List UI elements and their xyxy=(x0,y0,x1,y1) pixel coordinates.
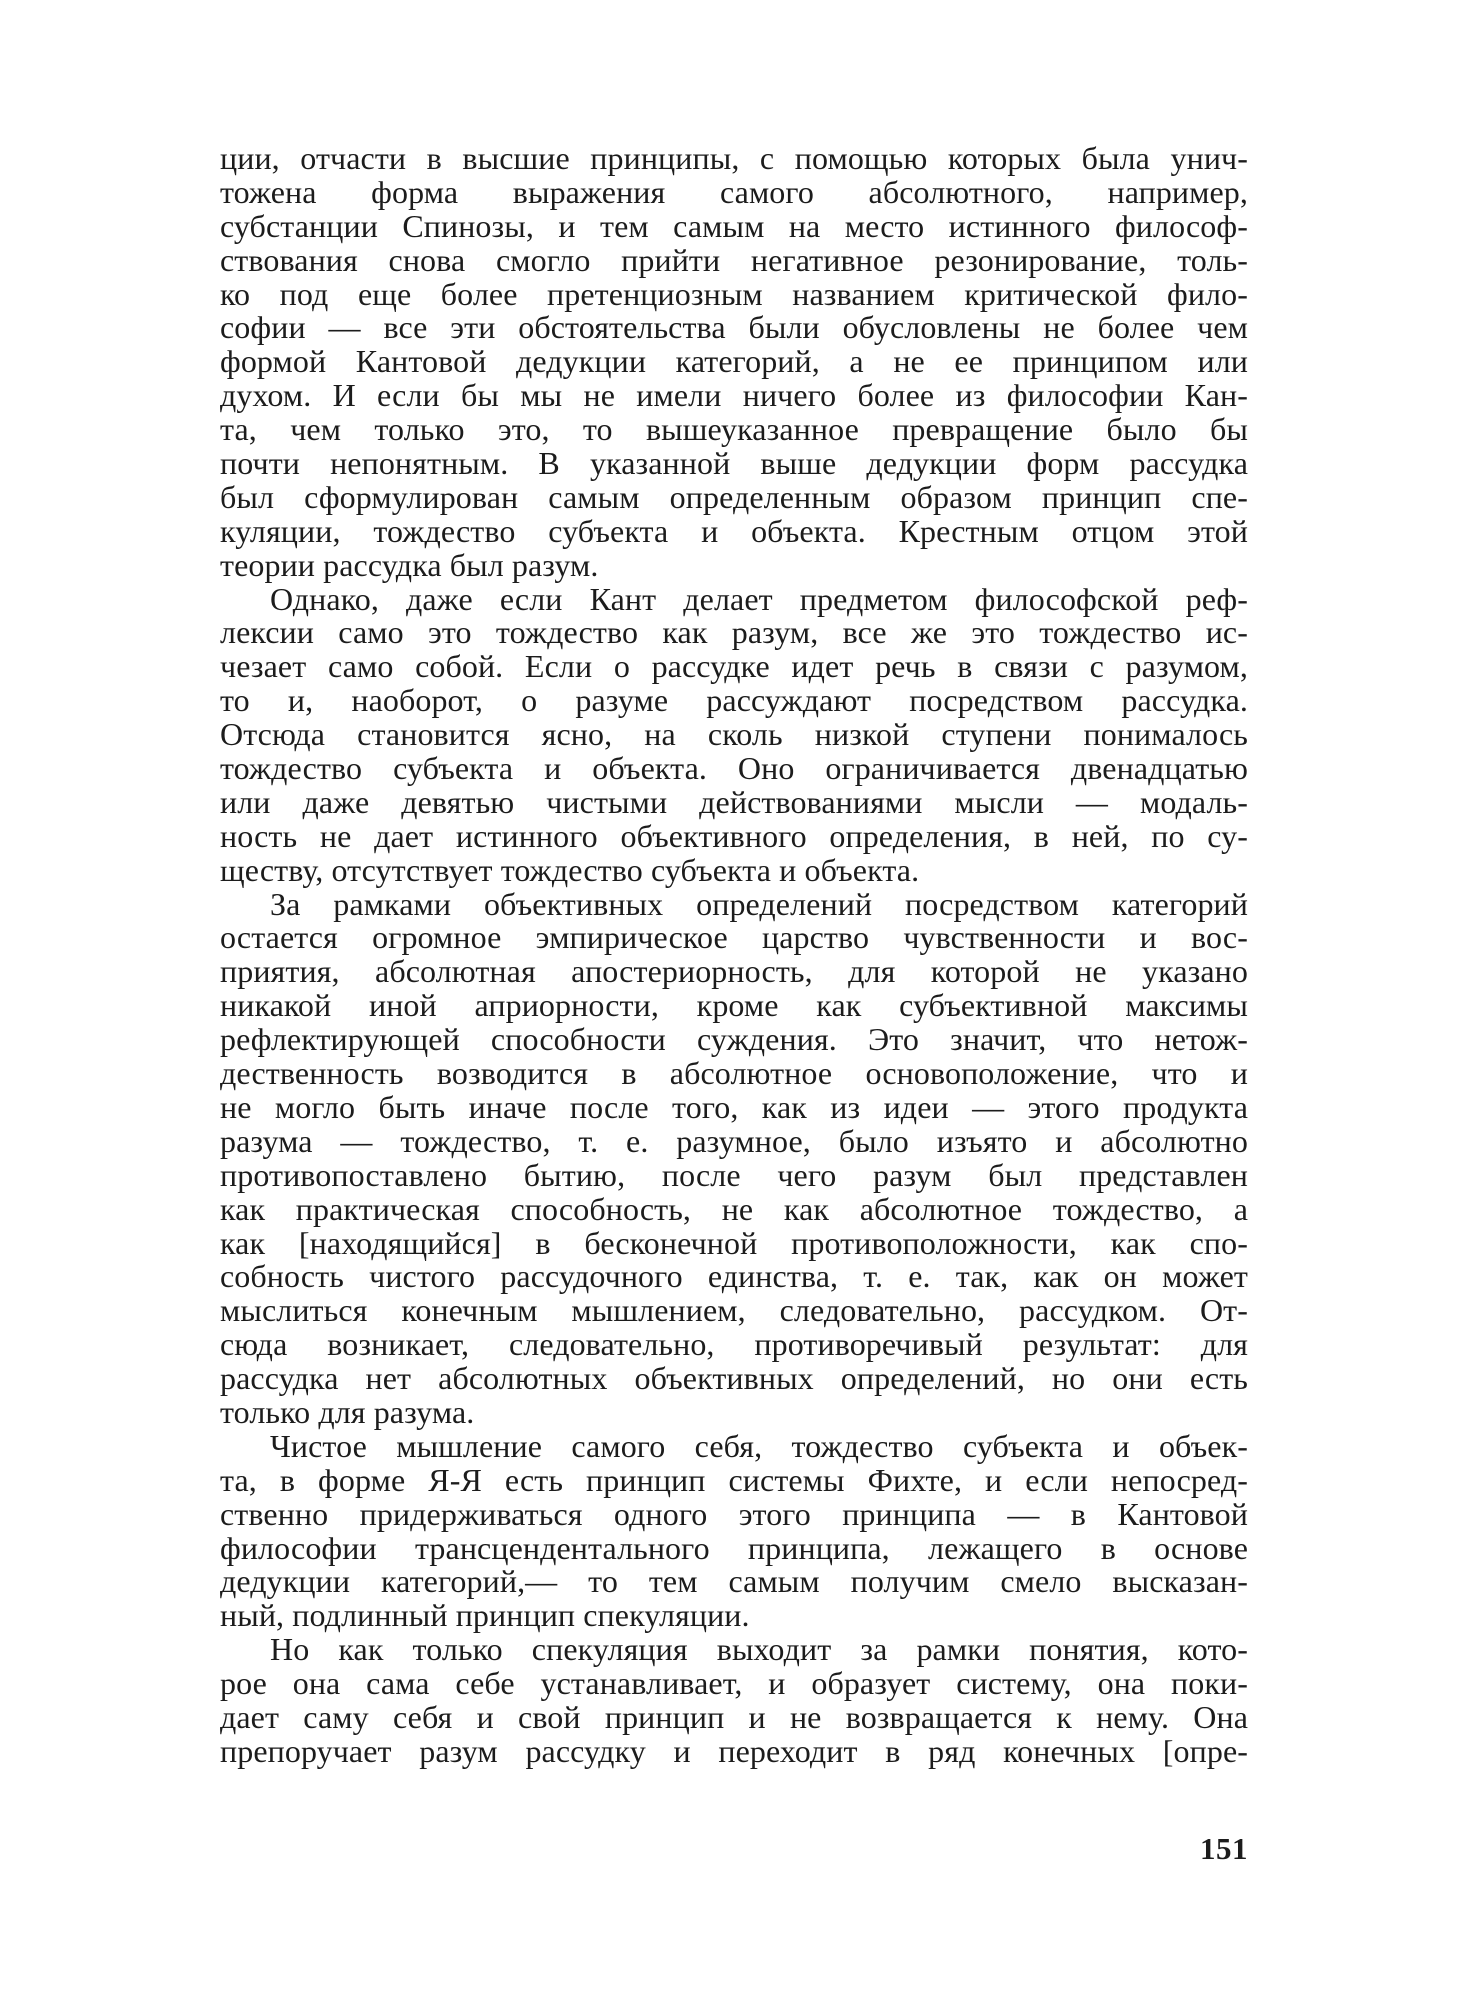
text-line: почти непонятным. В указанной выше дедукции форм рассудка xyxy=(220,445,1248,482)
text-line: За рамками объективных определений посредством категорий xyxy=(270,885,1248,922)
text-line: духом. И если бы мы не имели ничего более из философии Кан- xyxy=(220,377,1248,414)
text-line: сюда возникает, следовательно, противоречивый результат: для xyxy=(220,1326,1248,1363)
text-line: остается огромное эмпирическое царство чувственности и вос- xyxy=(220,919,1248,956)
text-line: не могло быть иначе после того, как из идеи — этого продукта xyxy=(220,1088,1248,1125)
text-line: как [находящийся] в бесконечной противоположности, как спо- xyxy=(220,1224,1248,1261)
text-line: собность чистого рассудочного единства, т. е. так, как он может xyxy=(220,1258,1248,1295)
text-line: куляции, тождество субъекта и объекта. Крестным отцом этой xyxy=(220,512,1248,549)
text-line: то и, наоборот, о разуме рассуждают посредством рассудка. xyxy=(220,682,1248,719)
paragraph-4 xyxy=(220,1427,1248,1634)
paragraph-2 xyxy=(220,580,1248,888)
text-line: рое она сама себе устанавливает, и образует систему, она поки- xyxy=(220,1665,1248,1702)
text-line: как практическая способность, не как абсолютное тождество, а xyxy=(220,1190,1248,1227)
text-line: софии — все эти обстоятельства были обусловлены не более чем xyxy=(220,309,1248,346)
text-line: ществу, отсутствует тождество субъекта и объекта. xyxy=(220,851,920,888)
text-line: тожена форма выражения самого абсолютного, например, xyxy=(220,173,1248,210)
text-line: теории рассудка был разум. xyxy=(220,546,599,583)
text-line: ствования снова смогло прийти негативное резонирование, толь- xyxy=(220,241,1248,278)
text-line: формой Кантовой дедукции категорий, а не ее принципом или xyxy=(220,343,1248,380)
text-line: противопоставлено бытию, после чего разум был представлен xyxy=(220,1156,1248,1193)
text-line: дественность возводится в абсолютное основоположение, что и xyxy=(220,1055,1248,1092)
text-line: та, в форме Я-Я есть принцип системы Фихте, и если непосред- xyxy=(220,1461,1248,1498)
text-line: философии трансцендентального принципа, лежащего в основе xyxy=(220,1529,1248,1566)
text-line: рефлектирующей способности суждения. Это значит, что нетож- xyxy=(220,1021,1248,1058)
text-line: мыслиться конечным мышлением, следовательно, рассудком. От- xyxy=(220,1292,1248,1329)
text-line: Отсюда становится ясно, на сколь низкой ступени понималось xyxy=(220,716,1248,753)
text-line: разума — тождество, т. е. разумное, было изъято и абсолютно xyxy=(220,1122,1248,1159)
text-line: никакой иной априорности, кроме как субъективной максимы xyxy=(220,987,1248,1024)
page-body xyxy=(220,142,1248,1769)
text-line: лексии само это тождество как разум, все же это тождество ис- xyxy=(220,614,1248,651)
text-line: Однако, даже если Кант делает предметом философской реф- xyxy=(270,580,1248,617)
text-line: ность не дает истинного объективного определения, в ней, по су- xyxy=(220,817,1248,854)
text-line: был сформулирован самым определенным образом принцип спе- xyxy=(220,478,1248,515)
text-line: чезает само собой. Если о рассудке идет речь в связи с разумом, xyxy=(220,648,1248,685)
text-line: та, чем только это, то вышеуказанное превращение было бы xyxy=(220,411,1248,448)
text-line: дает саму себя и свой принцип и не возвращается к нему. Она xyxy=(220,1698,1248,1735)
text-line: ственно придерживаться одного этого принципа — в Кантовой xyxy=(220,1495,1248,1532)
text-line: или даже девятью чистыми действованиями мысли — модаль- xyxy=(220,783,1248,820)
paragraph-1 xyxy=(220,142,1248,583)
text-line: ный, подлинный принцип спекуляции. xyxy=(220,1597,750,1634)
text-line: приятия, абсолютная апостериорность, для которой не указано xyxy=(220,953,1248,990)
text-line: дедукции категорий,— то тем самым получим смело высказан- xyxy=(220,1563,1248,1600)
text-line: ко под еще более претенциозным названием критической фило- xyxy=(220,275,1248,312)
text-line: препоручает разум рассудку и переходит в ряд конечных [опре- xyxy=(220,1732,1248,1769)
text-line: Но как только спекуляция выходит за рамки понятия, кото- xyxy=(270,1631,1248,1668)
page-number: 151 xyxy=(1200,1831,1248,1866)
text-line: только для разума. xyxy=(220,1393,475,1430)
text-line: рассудка нет абсолютных объективных определений, но они есть xyxy=(220,1360,1248,1397)
text-line: тождество субъекта и объекта. Оно ограничивается двенадцатью xyxy=(220,750,1248,787)
paragraph-5 xyxy=(220,1633,1248,1769)
text-line: ции, отчасти в высшие принципы, с помощью которых была унич- xyxy=(220,140,1248,176)
text-line: Чистое мышление самого себя, тождество субъекта и объек- xyxy=(270,1427,1248,1464)
text-line: субстанции Спинозы, и тем самым на место истинного философ- xyxy=(220,207,1248,244)
paragraph-3 xyxy=(220,885,1248,1430)
